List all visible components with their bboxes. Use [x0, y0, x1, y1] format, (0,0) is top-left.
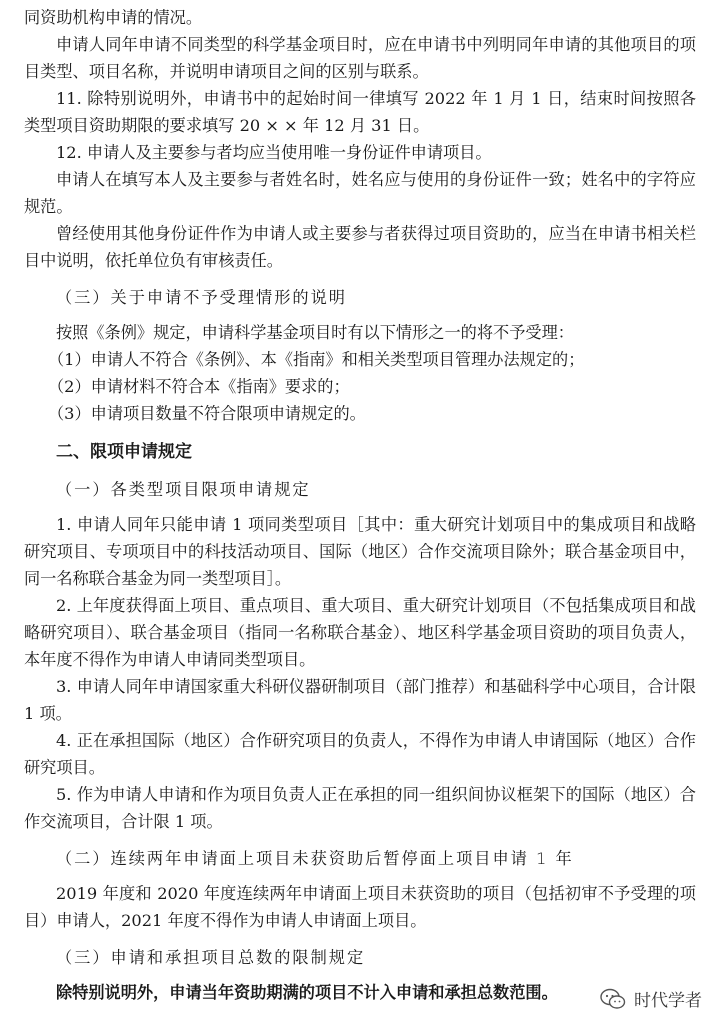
- watermark-text: 时代学者: [634, 991, 702, 1011]
- list-item: （1）申请人不符合《条例》、本《指南》和相关类型项目管理办法规定的；: [48, 350, 585, 369]
- paragraph-continuation: 同资助机构申请的情况。: [24, 8, 203, 27]
- rule-3: 3. 申请人同年申请国家重大科研仪器研制项目（部门推荐）和基础科学中心项目，合计限 1 项。: [24, 677, 696, 723]
- rule-4: 4. 正在承担国际（地区）合作研究项目的负责人，不得作为申请人申请国际（地区）合作研究项目。: [24, 731, 696, 777]
- paragraph-multiple-applications: 申请人同年申请不同类型的科学基金项目时，应在申请书中列明同年申请的其他项目的项目类型、项目名称，并说明申请项目之间的区别与联系。: [24, 35, 696, 81]
- heading-pause-rule: （二）连续两年申请面上项目未获资助后暂停面上项目申请 1 年: [56, 849, 574, 868]
- paragraph-pause-rule: 2019 年度和 2020 年度连续两年申请面上项目未获资助的项目（包括初审不予受理的项目）申请人，2021 年度不得作为申请人申请面上项目。: [24, 884, 696, 930]
- paragraph-rejection-intro: 按照《条例》规定，申请科学基金项目时有以下情形之一的将不予受理：: [56, 323, 574, 342]
- paragraph-name-rule: 申请人在填写本人及主要参与者姓名时，姓名应与使用的身份证件一致；姓名中的字符应规范。: [24, 170, 696, 216]
- watermark: [596, 984, 706, 1013]
- rule-2: 2. 上年度获得面上项目、重点项目、重大项目、重大研究计划项目（不包括集成项目和战略研究项目）、联合基金项目（指同一名称联合基金）、地区科学基金项目资助的项目负责人，本年度不得作为申请人申请同类型项目。: [24, 596, 696, 669]
- paragraph-item-12: 12. 申请人及主要参与者均应当使用唯一身份证件申请项目。: [56, 143, 492, 162]
- rule-1: 1. 申请人同年只能申请 1 项同类型项目［其中：重大研究计划项目中的集成项目和战略研究项目、专项项目中的科技活动项目、国际（地区）合作交流项目除外；联合基金项目中，同一名称联合基金为同一类型项目］。: [24, 515, 696, 588]
- heading-total-limits: （三）申请和承担项目总数的限制规定: [56, 948, 366, 967]
- paragraph-other-id: 曾经使用其他身份证件作为申请人或主要参与者获得过项目资助的，应当在申请书相关栏目中说明，依托单位负有审核责任。: [24, 224, 696, 270]
- list-item: （2）申请材料不符合本《指南》要求的；: [48, 377, 350, 396]
- paragraph-total-limits: 除特别说明外，申请当年资助期满的项目不计入申请和承担总数范围。: [56, 983, 558, 1002]
- heading-rejection-cases: （三）关于申请不予受理情形的说明: [56, 288, 347, 307]
- section-heading-limits: 二、限项申请规定: [56, 442, 192, 462]
- wechat-icon: [600, 988, 626, 1010]
- paragraph-item-11: 11. 除特别说明外，申请书中的起始时间一律填写 2022 年 1 月 1 日，结束时间按照各类型项目资助期限的要求填写 20 × × 年 12 月 31 日。: [24, 89, 696, 135]
- rule-5: 5. 作为申请人申请和作为项目负责人正在承担的同一组织间协议框架下的国际（地区）合作交流项目，合计限 1 项。: [24, 785, 696, 831]
- list-item: （3）申请项目数量不符合限项申请规定的。: [48, 404, 366, 423]
- heading-type-limits: （一）各类型项目限项申请规定: [56, 480, 311, 499]
